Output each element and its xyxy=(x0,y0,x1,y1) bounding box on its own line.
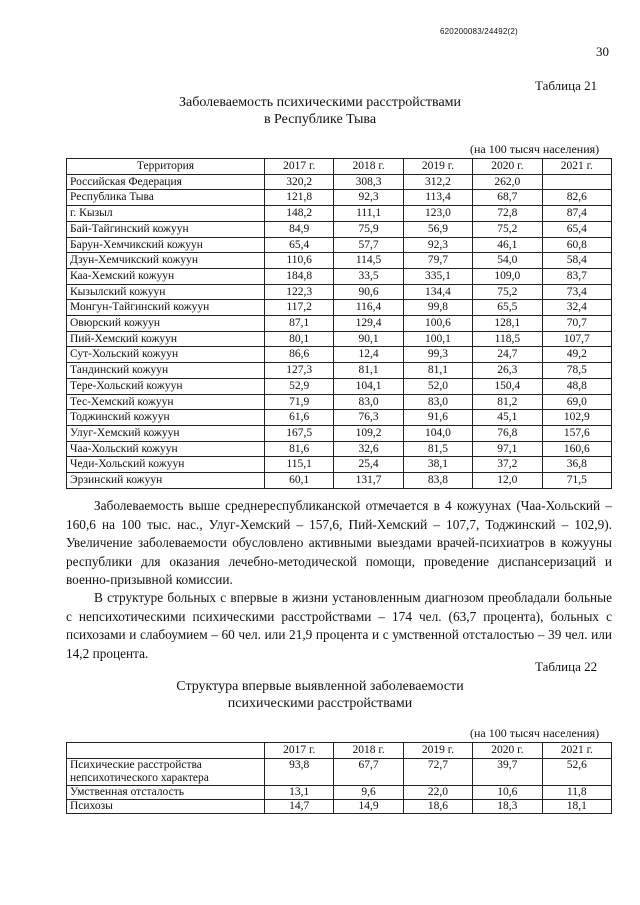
value-cell: 100,1 xyxy=(403,331,472,347)
row-label-cell: Пий-Хемский кожуун xyxy=(67,331,265,347)
table-row xyxy=(67,284,612,300)
table-row xyxy=(67,473,612,489)
table-row xyxy=(67,237,612,253)
value-cell: 81,5 xyxy=(403,441,472,457)
column-header: 2019 г. xyxy=(403,743,472,759)
row-label-cell: Тере-Хольский кожуун xyxy=(67,378,265,394)
table-row xyxy=(67,190,612,206)
row-label-cell: Монгун-Тайгинский кожуун xyxy=(67,300,265,316)
value-cell: 83,8 xyxy=(403,473,472,489)
row-label-cell: Барун-Хемчикский кожуун xyxy=(67,237,265,253)
value-cell: 71,5 xyxy=(542,473,611,489)
row-label-cell: Чеди-Хольский кожуун xyxy=(67,457,265,473)
value-cell: 262,0 xyxy=(473,174,542,190)
value-cell: 37,2 xyxy=(473,457,542,473)
value-cell: 160,6 xyxy=(542,441,611,457)
column-header: 2021 г. xyxy=(542,159,611,175)
value-cell: 75,2 xyxy=(473,221,542,237)
column-header: 2018 г. xyxy=(334,159,403,175)
value-cell: 52,6 xyxy=(542,759,611,786)
value-cell: 312,2 xyxy=(403,174,472,190)
row-label-cell: Психозы xyxy=(67,800,265,814)
table-row xyxy=(67,441,612,457)
value-cell: 87,4 xyxy=(542,206,611,222)
value-cell: 71,9 xyxy=(265,394,334,410)
value-cell: 93,8 xyxy=(265,759,334,786)
value-cell: 58,4 xyxy=(542,253,611,269)
value-cell: 102,9 xyxy=(542,410,611,426)
value-cell: 104,1 xyxy=(334,378,403,394)
value-cell: 109,0 xyxy=(473,268,542,284)
value-cell: 52,0 xyxy=(403,378,472,394)
table-21-title-line1: Заболеваемость психическими расстройствами xyxy=(178,95,462,110)
paragraph-1 xyxy=(66,497,612,590)
row-label-cell: Дзун-Хемчикский кожуун xyxy=(67,253,265,269)
table-row xyxy=(67,425,612,441)
table-row xyxy=(67,410,612,426)
value-cell: 57,7 xyxy=(334,237,403,253)
value-cell: 123,0 xyxy=(403,206,472,222)
value-cell: 87,1 xyxy=(265,316,334,332)
value-cell: 167,5 xyxy=(265,425,334,441)
value-cell: 109,2 xyxy=(334,425,403,441)
paragraph-1-text: Заболеваемость выше среднереспубликанской отмечается в 4 кожуунах (Чаа-Хольский – 160,6 на 100 тыс. нас., Улуг-Хемский – 157,6, Пий-Хемский – 107,7, Тоджинский – 102,9). Увеличение заболеваемости обусловлено активными выездами врачей-психиатров в кожууны республики для оказания лечебно-методической помощи, проведение диспансеризаций и военно-призывной комиссии. xyxy=(66,498,612,587)
column-header: Территория xyxy=(67,159,265,175)
value-cell: 104,0 xyxy=(403,425,472,441)
value-cell: 148,2 xyxy=(265,206,334,222)
value-cell: 32,6 xyxy=(334,441,403,457)
value-cell: 79,7 xyxy=(403,253,472,269)
table-row xyxy=(67,457,612,473)
value-cell: 33,5 xyxy=(334,268,403,284)
value-cell: 13,1 xyxy=(265,786,334,800)
document-id: 620200083/24492(2) xyxy=(440,27,518,36)
value-cell: 60,1 xyxy=(265,473,334,489)
value-cell: 48,8 xyxy=(542,378,611,394)
table-21-body xyxy=(67,174,612,488)
value-cell: 81,1 xyxy=(403,363,472,379)
value-cell: 22,0 xyxy=(403,786,472,800)
table-row xyxy=(67,174,612,190)
value-cell: 90,6 xyxy=(334,284,403,300)
row-label-cell: Тандинский кожуун xyxy=(67,363,265,379)
value-cell: 116,4 xyxy=(334,300,403,316)
table-21-unit: (на 100 тысяч населения) xyxy=(470,142,600,156)
value-cell: 65,4 xyxy=(542,221,611,237)
value-cell: 11,8 xyxy=(542,786,611,800)
value-cell: 82,6 xyxy=(542,190,611,206)
value-cell: 118,5 xyxy=(473,331,542,347)
table-22-unit: (на 100 тысяч населения) xyxy=(470,726,600,740)
column-header: 2020 г. xyxy=(473,743,542,759)
value-cell: 75,2 xyxy=(473,284,542,300)
table-row xyxy=(67,800,612,814)
table-22-body xyxy=(67,759,612,814)
value-cell: 65,4 xyxy=(265,237,334,253)
value-cell: 61,6 xyxy=(265,410,334,426)
row-label-cell: Республика Тыва xyxy=(67,190,265,206)
table-row xyxy=(67,378,612,394)
value-cell: 308,3 xyxy=(334,174,403,190)
value-cell: 99,3 xyxy=(403,347,472,363)
value-cell: 46,1 xyxy=(473,237,542,253)
row-label-cell: Психические расстройства непсихотического характера xyxy=(67,759,265,786)
value-cell: 18,1 xyxy=(542,800,611,814)
value-cell xyxy=(542,174,611,190)
table-row xyxy=(67,268,612,284)
value-cell: 81,1 xyxy=(334,363,403,379)
row-label-cell: Овюрский кожуун xyxy=(67,316,265,332)
table-row xyxy=(67,759,612,786)
page-number: 30 xyxy=(596,44,609,59)
row-label-cell: Каа-Хемский кожуун xyxy=(67,268,265,284)
value-cell: 49,2 xyxy=(542,347,611,363)
value-cell: 83,0 xyxy=(334,394,403,410)
row-label-cell: Чаа-Хольский кожуун xyxy=(67,441,265,457)
column-header: 2018 г. xyxy=(334,743,403,759)
row-label-cell: г. Кызыл xyxy=(67,206,265,222)
value-cell: 92,3 xyxy=(403,237,472,253)
row-label-cell: Тоджинский кожуун xyxy=(67,410,265,426)
value-cell: 76,3 xyxy=(334,410,403,426)
value-cell: 73,4 xyxy=(542,284,611,300)
table-21-title-line2: в Республике Тыва xyxy=(263,112,377,127)
row-label-cell: Российская Федерация xyxy=(67,174,265,190)
table-21-header-row xyxy=(67,159,612,175)
value-cell: 122,3 xyxy=(265,284,334,300)
value-cell: 52,9 xyxy=(265,378,334,394)
value-cell: 36,8 xyxy=(542,457,611,473)
table-21-label: Таблица 21 xyxy=(535,78,598,93)
value-cell: 60,8 xyxy=(542,237,611,253)
value-cell: 115,1 xyxy=(265,457,334,473)
value-cell: 92,3 xyxy=(334,190,403,206)
value-cell: 97,1 xyxy=(473,441,542,457)
row-label-cell: Кызылский кожуун xyxy=(67,284,265,300)
paragraph-2-text: В структуре больных с впервые в жизни установленным диагнозом преобладали больные с непсихотическими психическими расстройствами – 174 чел. (63,7 процента), больных с психозами и слабоумием – 60 чел. или 21,9 процента и с умственной отсталостью – 39 чел. или 14,2 процента. xyxy=(66,590,612,661)
value-cell: 14,7 xyxy=(265,800,334,814)
value-cell: 72,8 xyxy=(473,206,542,222)
table-22-title-line2: психическими расстройствами xyxy=(227,696,413,711)
table-row xyxy=(67,394,612,410)
column-header: 2017 г. xyxy=(265,743,334,759)
value-cell: 84,9 xyxy=(265,221,334,237)
value-cell: 86,6 xyxy=(265,347,334,363)
value-cell: 107,7 xyxy=(542,331,611,347)
value-cell: 320,2 xyxy=(265,174,334,190)
table-row xyxy=(67,253,612,269)
value-cell: 25,4 xyxy=(334,457,403,473)
value-cell: 67,7 xyxy=(334,759,403,786)
value-cell: 128,1 xyxy=(473,316,542,332)
value-cell: 54,0 xyxy=(473,253,542,269)
value-cell: 81,2 xyxy=(473,394,542,410)
value-cell: 76,8 xyxy=(473,425,542,441)
value-cell: 70,7 xyxy=(542,316,611,332)
row-label-cell: Умственная отсталость xyxy=(67,786,265,800)
table-row xyxy=(67,363,612,379)
table-21 xyxy=(66,158,612,489)
value-cell: 38,1 xyxy=(403,457,472,473)
column-header: 2021 г. xyxy=(542,743,611,759)
row-label-cell: Бай-Тайгинский кожуун xyxy=(67,221,265,237)
table-22 xyxy=(66,742,612,814)
table-22-title-line1: Структура впервые выявленной заболеваемости xyxy=(176,679,464,694)
value-cell: 12,4 xyxy=(334,347,403,363)
table-row xyxy=(67,206,612,222)
table-row xyxy=(67,316,612,332)
column-header: 2017 г. xyxy=(265,159,334,175)
value-cell: 127,3 xyxy=(265,363,334,379)
table-row xyxy=(67,331,612,347)
value-cell: 129,4 xyxy=(334,316,403,332)
value-cell: 110,6 xyxy=(265,253,334,269)
table-row xyxy=(67,300,612,316)
value-cell: 39,7 xyxy=(473,759,542,786)
row-label-cell: Тес-Хемский кожуун xyxy=(67,394,265,410)
value-cell: 32,4 xyxy=(542,300,611,316)
row-label-cell: Эрзинский кожуун xyxy=(67,473,265,489)
value-cell: 78,5 xyxy=(542,363,611,379)
value-cell: 184,8 xyxy=(265,268,334,284)
table-22-label: Таблица 22 xyxy=(535,659,598,674)
value-cell: 18,6 xyxy=(403,800,472,814)
value-cell: 80,1 xyxy=(265,331,334,347)
value-cell: 111,1 xyxy=(334,206,403,222)
row-label-cell: Сут-Хольский кожуун xyxy=(67,347,265,363)
value-cell: 134,4 xyxy=(403,284,472,300)
value-cell: 9,6 xyxy=(334,786,403,800)
value-cell: 100,6 xyxy=(403,316,472,332)
value-cell: 56,9 xyxy=(403,221,472,237)
table-row xyxy=(67,221,612,237)
value-cell: 114,5 xyxy=(334,253,403,269)
value-cell: 81,6 xyxy=(265,441,334,457)
value-cell: 83,0 xyxy=(403,394,472,410)
value-cell: 68,7 xyxy=(473,190,542,206)
value-cell: 45,1 xyxy=(473,410,542,426)
table-22-header-row xyxy=(67,743,612,759)
value-cell: 14,9 xyxy=(334,800,403,814)
value-cell: 26,3 xyxy=(473,363,542,379)
value-cell: 72,7 xyxy=(403,759,472,786)
value-cell: 150,4 xyxy=(473,378,542,394)
value-cell: 117,2 xyxy=(265,300,334,316)
value-cell: 90,1 xyxy=(334,331,403,347)
value-cell: 65,5 xyxy=(473,300,542,316)
value-cell: 157,6 xyxy=(542,425,611,441)
value-cell: 121,8 xyxy=(265,190,334,206)
value-cell: 99,8 xyxy=(403,300,472,316)
value-cell: 91,6 xyxy=(403,410,472,426)
value-cell: 113,4 xyxy=(403,190,472,206)
value-cell: 335,1 xyxy=(403,268,472,284)
paragraph-2 xyxy=(66,589,612,663)
value-cell: 131,7 xyxy=(334,473,403,489)
value-cell: 10,6 xyxy=(473,786,542,800)
value-cell: 75,9 xyxy=(334,221,403,237)
column-header: 2019 г. xyxy=(403,159,472,175)
value-cell: 83,7 xyxy=(542,268,611,284)
row-label-cell: Улуг-Хемский кожуун xyxy=(67,425,265,441)
table-row xyxy=(67,347,612,363)
value-cell: 69,0 xyxy=(542,394,611,410)
value-cell: 24,7 xyxy=(473,347,542,363)
table-row xyxy=(67,786,612,800)
column-header xyxy=(67,743,265,759)
column-header: 2020 г. xyxy=(473,159,542,175)
value-cell: 12,0 xyxy=(473,473,542,489)
value-cell: 18,3 xyxy=(473,800,542,814)
